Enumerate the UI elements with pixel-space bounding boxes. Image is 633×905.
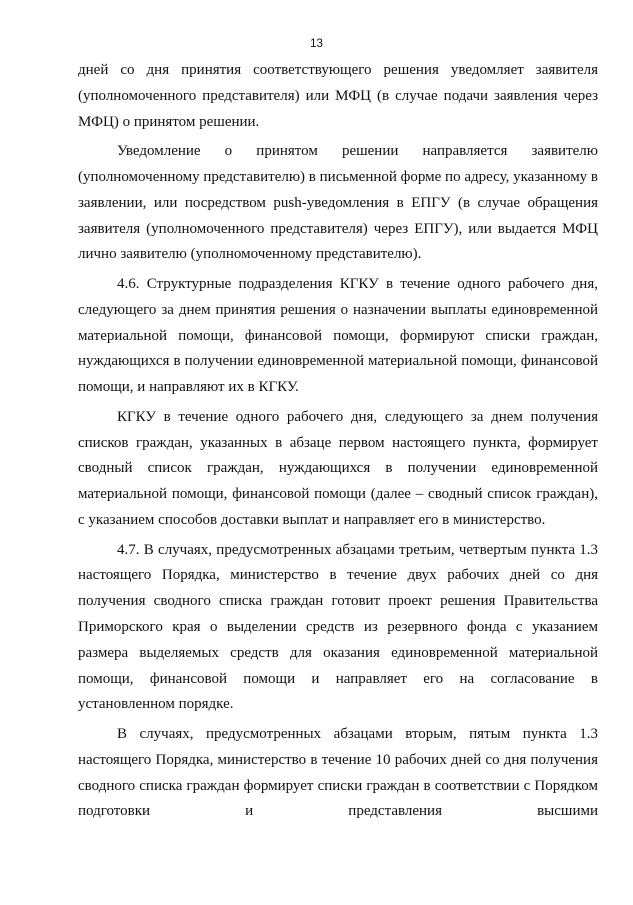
page-number: 13 <box>310 38 323 50</box>
document-body <box>78 58 598 829</box>
paragraph-1: дней со дня принятия соответствующего решения уведомляет заявителя (уполномоченного представителя) или МФЦ (в случае подачи заявления через МФЦ) о принятом решении. <box>78 62 598 130</box>
paragraph-3: 4.6. Структурные подразделения КГКУ в течение одного рабочего дня, следующего за днем принятия решения о назначении выплаты единовременной материальной помощи, финансовой помощи, формируют списки граждан, нуждающихся в получении единовременной материальной помощи, финансовой помощи, и направляют их в КГКУ. <box>78 275 598 396</box>
paragraph-6: В случаях, предусмотренных абзацами вторым, пятым пункта 1.3 настоящего Порядка, министерство в течение 10 рабочих дней со дня получения сводного списка граждан формирует списки граждан в соответствии с Порядком подготовки и представления высшими <box>78 725 598 820</box>
paragraph-4: КГКУ в течение одного рабочего дня, следующего за днем получения списков граждан, указанных в абзаце первом настоящего пункта, формирует сводный список граждан, нуждающихся в получении единовременной материальной помощи, финансовой помощи (далее – сводный список граждан), с указанием способов доставки выплат и направляет его в министерство. <box>78 408 598 528</box>
paragraph-5: 4.7. В случаях, предусмотренных абзацами третьим, четвертым пункта 1.3 настоящего Порядка, министерство в течение двух рабочих дней со дня получения сводного списка граждан готовит проект решения Правительства Приморского края о выделении средств из резервного фонда с указанием размера выделяемых средств для оказания единовременной материальной помощи, финансовой помощи и направляет его на согласование в установленном порядке. <box>78 541 598 713</box>
paragraph-2: Уведомление о принятом решении направляется заявителю (уполномоченному представителю) в письменной форме по адресу, указанному в заявлении, или посредством push-уведомления в ЕПГУ (в случае обращения заявителя (уполномоченного представителя) через ЕПГУ), или выдается МФЦ лично заявителю (уполномоченному представителю). <box>78 143 599 263</box>
